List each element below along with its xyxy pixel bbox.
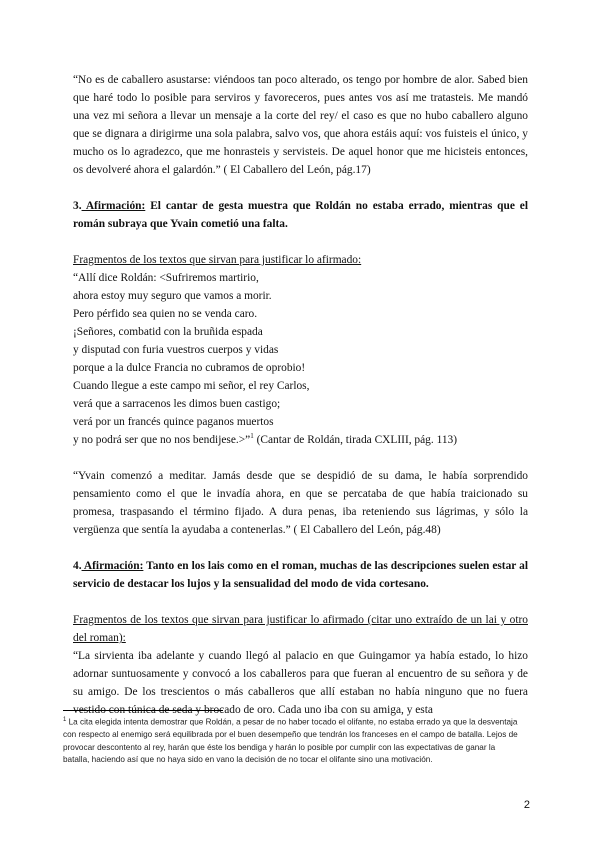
verse-line: Pero pérfido sea quien no se venda caro. — [73, 308, 258, 320]
verse-line: y disputad con furia vuestros cuerpos y vidas — [73, 344, 279, 356]
page-number: 2 — [523, 799, 530, 811]
footnote — [63, 714, 523, 766]
verse-line-last: y no podrá ser que no nos bendijese.>”$^1$ (Cantar de Roldán, tirada CXLIII, pág. 113) — [73, 432, 458, 446]
fragments-label: Fragmentos de los textos que sirvan para justificar lo afirmado: — [73, 254, 362, 266]
verse-line: porque a la dulce Francia no cubramos de oprobio! — [73, 362, 306, 374]
section-4-statement: Tanto en los lais como en el roman, muchas de las descripciones suelen estar al servicio de destacar los lujos y la sensualidad del modo de vida cortesano. — [73, 560, 528, 590]
verse-line: “Allí dice Roldán: <Sufriremos martirio, — [73, 272, 259, 284]
verse-line: verá por un francés quince paganos muertos — [73, 416, 274, 428]
affirmation-label: Afirmación: — [81, 560, 144, 572]
verse-line: ahora estoy muy seguro que vamos a morir. — [73, 290, 272, 302]
citation: (Cantar de Roldán, tirada CXLIII, pág. 113) — [253, 434, 458, 446]
verse-line: Cuando llegue a este campo mi señor, el rey Carlos, — [73, 380, 310, 392]
footnote-text: La cita elegida intenta demostrar que Roldán, a pesar de no haber tocado el olifante, no estaba errado ya que la desventaja con respecto al enemigo será equilibrada por el buen desempeño que tendrán los franceses en el campo de batalla. Lejos de provocar descontento al rey, harán que éste los bendiga y harán lo posible por cumplir con las expectativas de ganar la batalla, haciendo así que no haya sido en vano la decisión de no tocar el olifante sino una motivación. — [63, 717, 518, 764]
verse-line: verá que a sarracenos les dimos buen castigo; — [73, 398, 281, 410]
footnote-divider — [63, 710, 223, 711]
section-3-heading: 3. Afirmación: El cantar de gesta muestra que Roldán no estaba errado, mientras que el román subraya que Yvain cometió una falta. — [73, 200, 529, 230]
quote-yvain: “Yvain comenzó a meditar. Jamás desde que se despidió de su dama, le había sorprendido pensamiento como el que le invadía ahora, en que se percataba de que había traicionado su promesa, traspasando el término fijado. A dura penas, iba reteniendo sus lágrimas, y sólo la vergüenza que sentía la ayudaba a contenerlas.” ( El Caballero del León, pág.48) — [73, 470, 528, 536]
fragments-label: Fragmentos de los textos que sirvan para justificar lo afirmado (citar uno extraído de un lai y otro del roman): — [73, 614, 528, 644]
section-4-heading: 4. Afirmación: Tanto en los lais como en el roman, muchas de las descripciones suelen estar al servicio de destacar los lujos y la sensualidad del modo de vida cortesano. — [73, 560, 528, 590]
quote-caballero-leon: “No es de caballero asustarse: viéndoos tan poco alterado, os tengo por hombre de alor. Sabed bien que haré todo lo posible para serviros y favoreceros, pues antes vos así me tratasteis. Me mandó una vez mi señora a llevar un mensaje a la corte del rey/ el caso es que no hubo caballero alguno que se dignara a dirigirme una sola palabra, salvo vos, que ahora estáis aquí: vos fuisteis el único, y mucho os lo agradezco, que me honrasteis y servisteis. De aquel honor que me hicisteis entonces, os devolveré ahora el galardón.” ( El Caballero del León, pág.17) — [73, 74, 528, 176]
affirmation-label: Afirmación: — [81, 200, 146, 212]
section-3-statement: El cantar de gesta muestra que Roldán no estaba errado, mientras que el román subraya que Yvain cometió una falta. — [73, 200, 529, 230]
body-text — [73, 71, 528, 719]
footnote-mark: 1 — [63, 717, 67, 723]
footnote-reference[interactable]: 1 — [250, 432, 254, 441]
verse-block — [73, 269, 528, 449]
verse-line: ¡Señores, combatid con la bruñida espada — [73, 326, 263, 338]
quote-guingamor: “La sirvienta iba adelante y cuando llegó al palacio en que Guingamor ya había estado, lo hizo adornar suntuosamente y convocó a los caballeros para que fueran al encuentro de su señora y de su amigo. De los trescientos o más caballeros que allí estaban no había ninguno que no fuera vestido con túnica de seda y brocado de oro. Cada uno iba con su amiga, y esta — [73, 650, 528, 716]
